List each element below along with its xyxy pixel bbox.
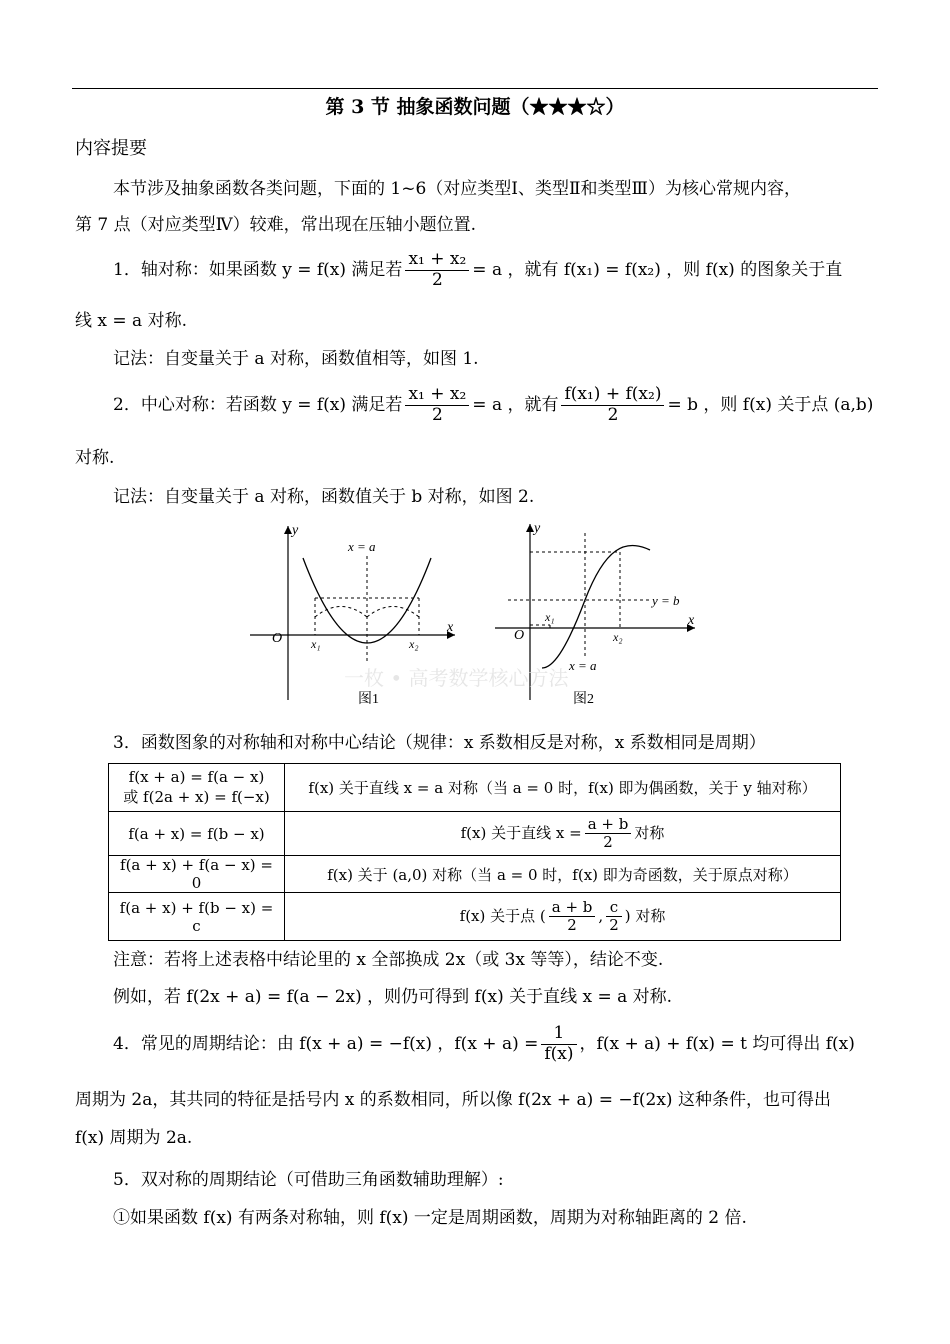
- fig2-x1-label: x₁: [545, 610, 555, 624]
- section-heading: 内容提要: [75, 138, 147, 159]
- fig2-caption: 图2: [573, 692, 594, 707]
- intro-line-2: 第 7 点（对应类型Ⅳ）较难，常出现在压轴小题位置.: [75, 215, 477, 235]
- point-2-memo: 记法：自变量关于 a 对称，函数值关于 b 对称，如图 2.: [113, 487, 535, 507]
- point-1-memo: 记法：自变量关于 a 对称，函数值相等，如图 1.: [113, 349, 479, 369]
- table-row: [109, 812, 841, 856]
- fraction-a-plus-b-over-2: $\frac{a + b}{2}$: [549, 899, 596, 935]
- fraction-x1-x2-over-2: $\frac{\text{x₁ + x₂}}{2}$: [405, 250, 469, 290]
- table-cell-result: f(x) 关于直线 x = $\frac{a + b}{2}$ 对称: [285, 812, 841, 856]
- fraction-fx1-fx2-over-2: $\frac{\text{f(x₁) + f(x₂)}}{2}$: [561, 385, 664, 425]
- point-3-heading: 3．函数图象的对称轴和对称中心结论（规律：x 系数相反是对称，x 系数相同是周期）: [113, 733, 766, 753]
- table-cell-result: f(x) 关于 (a,0) 对称（当 a = 0 时，f(x) 即为奇函数，关于原点对称）: [285, 856, 841, 893]
- fraction-x1-x2-over-2: $\frac{\text{x₁ + x₂}}{2}$: [405, 385, 469, 425]
- watermark: 一枚 • 高考数学核心方法: [344, 666, 569, 690]
- fig2-curve: [542, 545, 650, 668]
- fig1-x1-label: x₁: [311, 637, 321, 651]
- fraction-a-plus-b-over-2: $\frac{a + b}{2}$: [585, 816, 632, 852]
- fig1-y-arrow-icon: [284, 526, 292, 534]
- fig1-arc-left: [315, 607, 367, 618]
- fig1-origin-label: O: [272, 631, 283, 646]
- point-1-line-2: 线 x = a 对称.: [75, 311, 187, 331]
- table-cell-condition: f(a + x) = f(b − x): [109, 812, 285, 856]
- fig1-x-label: x: [447, 620, 454, 635]
- table-cell-condition: f(x + a) = f(a − x) 或 f(2a + x) = f(−x): [109, 764, 285, 812]
- example-line: 例如，若 f(2x + a) = f(a − 2x) ，则仍可得到 f(x) 关于直线 x = a 对称.: [113, 987, 673, 1007]
- intro-line-1: 本节涉及抽象函数各类问题，下面的 1~6（对应类型Ⅰ、类型Ⅱ和类型Ⅲ）为核心常规内容，: [113, 179, 801, 199]
- table-row: [109, 764, 841, 812]
- fig2-axis-label: x = a: [569, 658, 597, 673]
- point-1-line-1: 1．轴对称：如果函数 y = f(x) 满足若 $\frac{\text{x₁ + x₂}}{2}$ = a ，就有 f(x₁) = f(x₂) ，则 f(x) 的图象关于直: [113, 249, 843, 290]
- note-line: 注意：若将上述表格中结论里的 x 全部换成 2x（或 3x 等等），结论不变.: [113, 950, 664, 970]
- fig1-x2-label: x₂: [409, 637, 419, 651]
- table-cell-condition: f(a + x) + f(a − x) = 0: [109, 856, 285, 893]
- point-2-line-2: 对称.: [75, 448, 115, 468]
- point-4-line-1: 4．常见的周期结论：由 f(x + a) = −f(x) ，f(x + a) = $\frac{1}{f(x)}$ ，f(x + a) + f(x) = t 均可得出 f(x): [113, 1023, 855, 1064]
- fig1-axis-label: x = a: [348, 539, 376, 554]
- point-4-line-2: 周期为 2a，其共同的特征是括号内 x 的系数相同，所以像 f(2x + a) = −f(2x) 这种条件，也可得出: [75, 1090, 831, 1110]
- fig2-origin-label: O: [514, 628, 525, 643]
- table-row: [109, 856, 841, 893]
- symmetry-rules-table: [108, 763, 841, 941]
- point-4-line-3: f(x) 周期为 2a.: [75, 1128, 193, 1148]
- page-title: 第 3 节 抽象函数问题（★★★☆）: [325, 96, 625, 118]
- point-5-heading: 5．双对称的周期结论（可借助三角函数辅助理解）:: [113, 1170, 504, 1190]
- table-cell-result: f(x) 关于点 ( $\frac{a + b}{2}$ , $\frac{c}{2}$ ) 对称: [285, 893, 841, 941]
- header-rule: [72, 88, 878, 89]
- table-cell-condition: f(a + x) + f(b − x) = c: [109, 893, 285, 941]
- table-cell-result: f(x) 关于直线 x = a 对称（当 a = 0 时，f(x) 即为偶函数，关于 y 轴对称）: [285, 764, 841, 812]
- point-5-item-1: ①如果函数 f(x) 有两条对称轴，则 f(x) 一定是周期函数，周期为对称轴距离的 2 倍.: [113, 1208, 747, 1228]
- table-row: [109, 893, 841, 941]
- fig2-x-label: x: [688, 613, 695, 628]
- fig1-caption: 图1: [358, 692, 379, 707]
- fig1-y-label: y: [292, 523, 299, 538]
- fraction-1-over-fx: $\frac{1}{f(x)}$: [541, 1024, 576, 1064]
- fraction-c-over-2: $\frac{c}{2}$: [606, 899, 622, 935]
- fig2-y-arrow-icon: [526, 524, 534, 532]
- point-2-line-1: 2．中心对称：若函数 y = f(x) 满足若 $\frac{\text{x₁ + x₂}}{2}$ = a ，就有 $\frac{\text{f(x₁) + f(x₂)}}{2}$ = b ，则 f(x) 关于点 (a,b): [113, 384, 874, 425]
- fig1-arc-right: [367, 607, 419, 618]
- fig2-hline-label: y = b: [652, 593, 680, 608]
- fig2-x2-label: x₂: [613, 630, 623, 644]
- fig2-y-label: y: [534, 521, 541, 536]
